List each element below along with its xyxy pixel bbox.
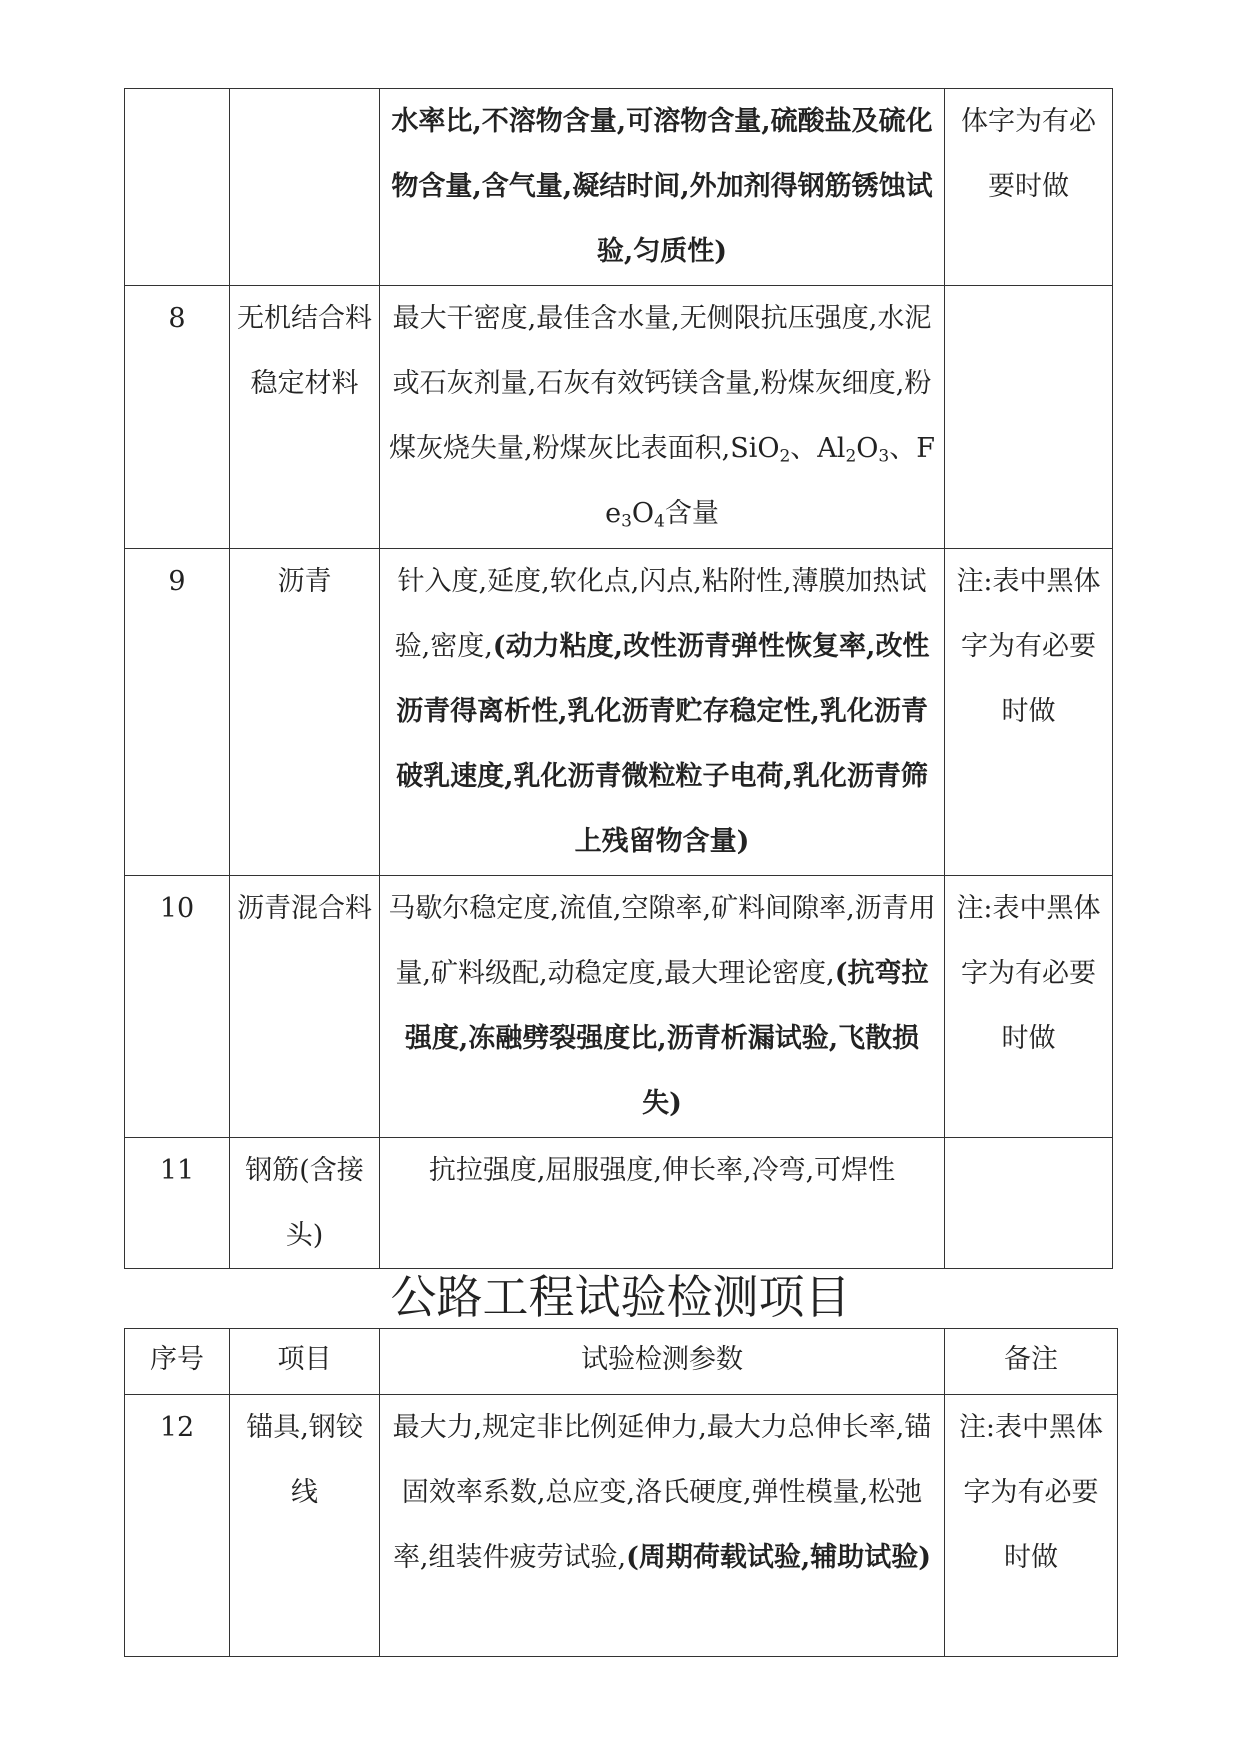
row-params: 最大力,规定非比例延伸力,最大力总伸长率,锚固效率系数,总应变,洛氏硬度,弹性模量,松弛率,组装件疲劳试验,(周期荷载试验,辅助试验) xyxy=(380,1395,945,1657)
row-params: 针入度,延度,软化点,闪点,粘附性,薄膜加热试验,密度,(动力粘度,改性沥青弹性恢复率,改性沥青得离析性,乳化沥青贮存稳定性,乳化沥青破乳速度,乳化沥青微粒粒子电荷,乳化沥青筛上残留物含量) xyxy=(380,549,945,876)
row-item: 沥青混合料 xyxy=(230,876,380,1138)
row-note: 注:表中黑体字为有必要时做 xyxy=(945,876,1113,1138)
row-number: 11 xyxy=(125,1138,230,1269)
row-number: 8 xyxy=(125,286,230,549)
table-row xyxy=(125,549,1113,876)
header-number: 序号 xyxy=(125,1329,230,1395)
test-items-table-continued xyxy=(124,88,1113,1269)
table-row xyxy=(125,89,1113,286)
test-items-table xyxy=(124,1328,1118,1657)
row-item: 钢筋(含接头) xyxy=(230,1138,380,1269)
row-note xyxy=(945,286,1113,549)
table-header-row xyxy=(125,1329,1118,1395)
row-params: 抗拉强度,屈服强度,伸长率,冷弯,可焊性 xyxy=(380,1138,945,1269)
table-row xyxy=(125,876,1113,1138)
row-item: 沥青 xyxy=(230,549,380,876)
optional-params: (周期荷载试验,辅助试验) xyxy=(626,1542,932,1573)
row-item: 无机结合料稳定材料 xyxy=(230,286,380,549)
row-number: 12 xyxy=(125,1395,230,1657)
row-params xyxy=(380,89,945,286)
row-item: 锚具,钢铰线 xyxy=(230,1395,380,1657)
row-params: 最大干密度,最佳含水量,无侧限抗压强度,水泥或石灰剂量,石灰有效钙镁含量,粉煤灰细度,粉煤灰烧失量,粉煤灰比表面积,SiO$_2$、$Al_2O_3$、$Fe_3O_4$含量 xyxy=(380,286,945,549)
header-item: 项目 xyxy=(230,1329,380,1395)
header-note: 备注 xyxy=(945,1329,1118,1395)
row-note: 体字为有必要时做 xyxy=(945,89,1113,286)
row-number xyxy=(125,89,230,286)
row-note: 注:表中黑体字为有必要时做 xyxy=(945,1395,1118,1657)
row-note: 注:表中黑体字为有必要时做 xyxy=(945,549,1113,876)
optional-params: 水率比,不溶物含量,可溶物含量,硫酸盐及硫化物含量,含气量,凝结时间,外加剂得钢筋锈蚀试验,匀质性) xyxy=(391,106,933,267)
row-note xyxy=(945,1138,1113,1269)
row-number: 10 xyxy=(125,876,230,1138)
page-title: 公路工程试验检测项目 xyxy=(390,1270,851,1324)
row-number: 9 xyxy=(125,549,230,876)
optional-params: (动力粘度,改性沥青弹性恢复率,改性沥青得离析性,乳化沥青贮存稳定性,乳化沥青破乳速度,乳化沥青微粒粒子电荷,乳化沥青筛上残留物含量) xyxy=(396,631,930,857)
header-params: 试验检测参数 xyxy=(380,1329,945,1395)
table-row xyxy=(125,1395,1118,1657)
table-row xyxy=(125,286,1113,549)
row-item xyxy=(230,89,380,286)
row-params: 马歇尔稳定度,流值,空隙率,矿料间隙率,沥青用量,矿料级配,动稳定度,最大理论密度,(抗弯拉强度,冻融劈裂强度比,沥青析漏试验,飞散损失) xyxy=(380,876,945,1138)
table-row xyxy=(125,1138,1113,1269)
optional-params: (抗弯拉强度,冻融劈裂强度比,沥青析漏试验,飞散损失) xyxy=(404,958,929,1119)
